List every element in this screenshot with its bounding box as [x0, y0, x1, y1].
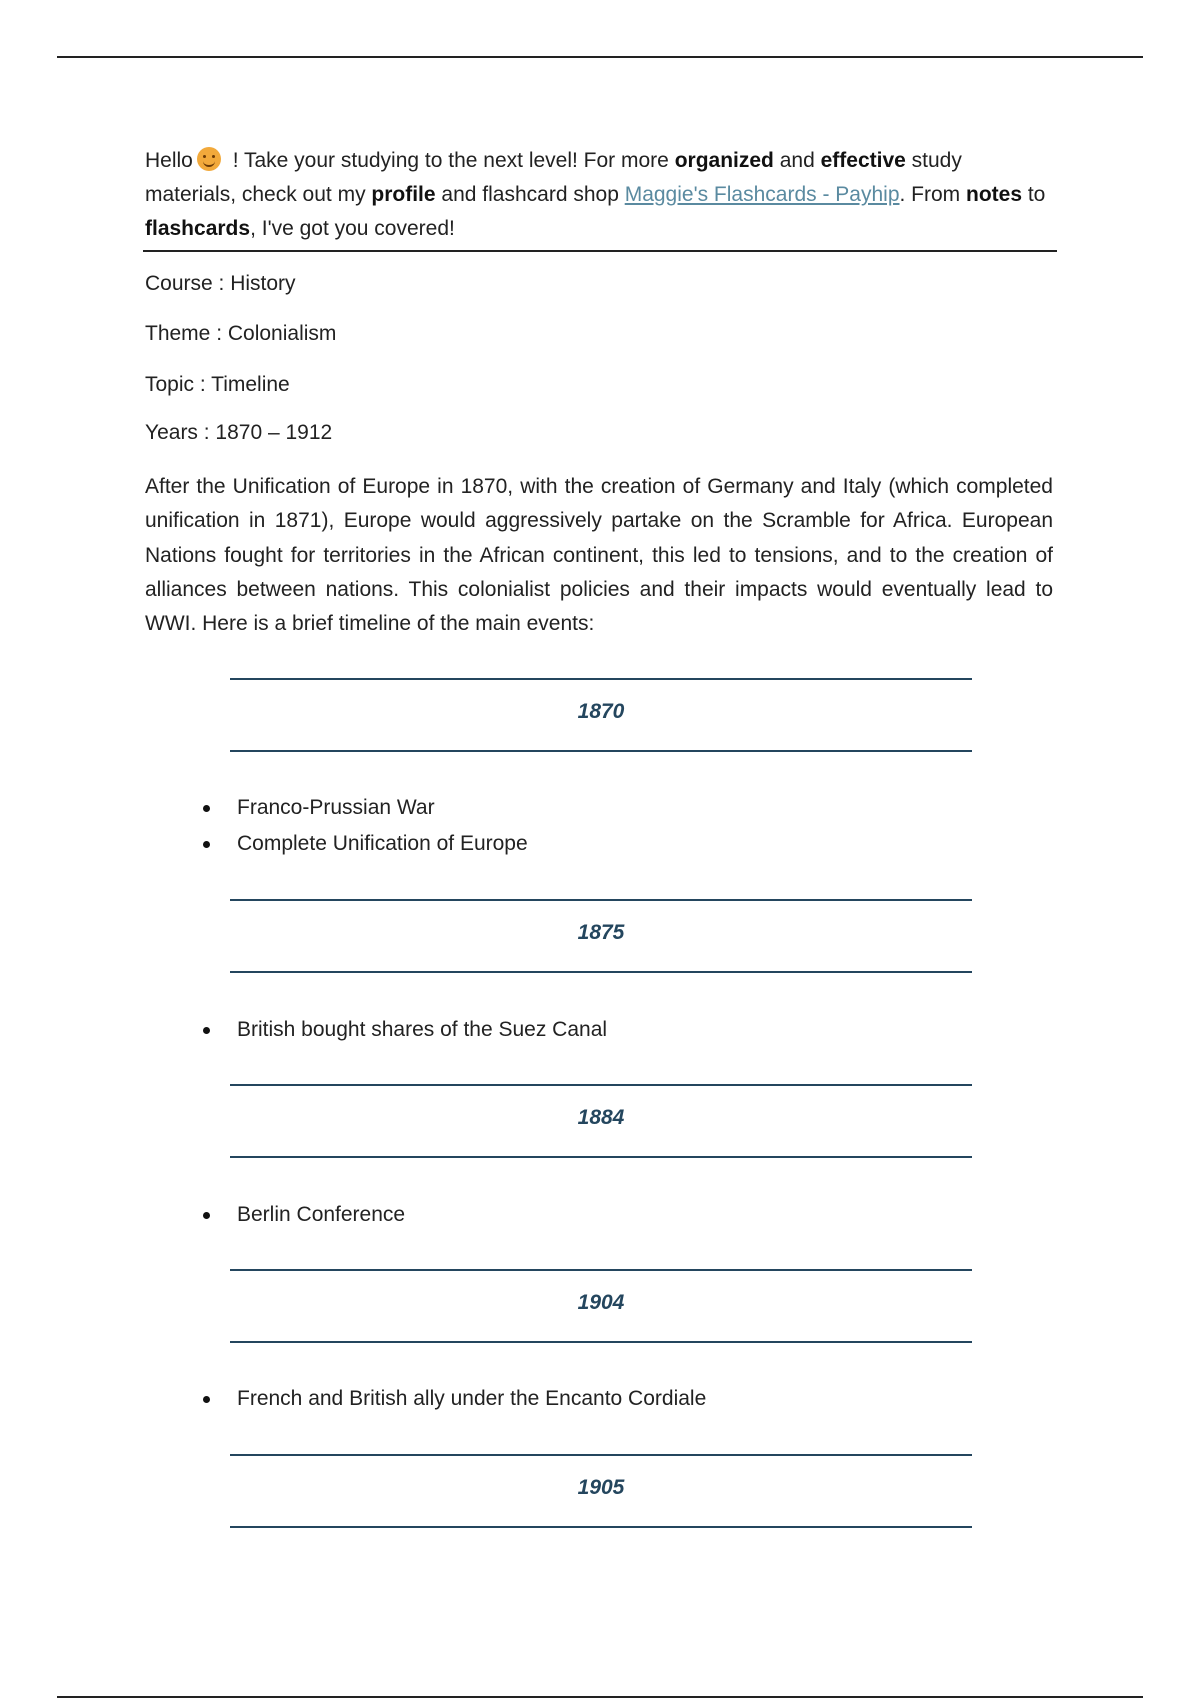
year-rule-top — [230, 899, 972, 901]
year-rule-bottom — [230, 1156, 972, 1158]
year-rule-top — [230, 678, 972, 680]
theme-line: Theme : Colonialism — [145, 322, 337, 345]
page-top-rule — [57, 56, 1143, 58]
list-item: Berlin Conference — [145, 1197, 405, 1233]
year-label: 1905 — [577, 1476, 625, 1499]
list-item: French and British ally under the Encanto Cordiale — [145, 1381, 706, 1417]
year-rule-top — [230, 1454, 972, 1456]
course-line: Course : History — [145, 272, 296, 295]
year-heading-1905 — [230, 1454, 972, 1528]
list-item: Franco-Prussian War — [145, 790, 528, 826]
year-rule-top — [230, 1269, 972, 1271]
intro-bold-organized: organized — [674, 149, 774, 172]
years-line: Years : 1870 – 1912 — [145, 421, 333, 444]
year-rule-bottom — [230, 750, 972, 752]
intro-bold-notes: notes — [966, 183, 1023, 206]
list-item: British bought shares of the Suez Canal — [145, 1012, 607, 1048]
year-rule-bottom — [230, 971, 972, 973]
list-item: Complete Unification of Europe — [145, 826, 528, 862]
year-heading-1875 — [230, 899, 972, 973]
topic-line: Topic : Timeline — [145, 373, 290, 396]
intro-paragraph — [145, 144, 1057, 246]
intro-hello: Hello — [145, 149, 193, 172]
intro-bold-effective: effective — [820, 149, 906, 172]
year-heading-1870 — [230, 678, 972, 752]
year-label: 1884 — [577, 1106, 625, 1129]
document-body — [145, 144, 1057, 1499]
page-bottom-rule — [57, 1696, 1143, 1698]
payhip-shop-link[interactable]: Maggie's Flashcards - Payhip — [624, 183, 900, 206]
events-list-1875 — [145, 1012, 607, 1048]
year-rule-bottom — [230, 1341, 972, 1343]
intro-text-2: and — [773, 149, 821, 172]
events-list-1870 — [145, 790, 528, 862]
intro-text-6: to — [1022, 183, 1046, 206]
intro-text-7: , I've got you covered! — [250, 217, 455, 240]
intro-summary-paragraph: After the Unification of Europe in 1870, with the creation of Germany and Italy (which completed unification in 1871), Europe would aggressively partake on the Scramble for Africa. European Nations fought for territories in the African continent, this led to tensions, and to the creation of alliances between nations. This colonialist policies and their impacts would eventually lead to WWI. Here is a brief timeline of the main events: — [145, 475, 1053, 636]
smiley-face-icon — [197, 147, 221, 171]
intro-divider — [143, 250, 1057, 252]
intro-text-4: and flashcard shop — [435, 183, 625, 206]
year-heading-1904 — [230, 1269, 972, 1343]
events-list-1884 — [145, 1197, 405, 1233]
year-heading-1884 — [230, 1084, 972, 1158]
year-label: 1904 — [577, 1291, 625, 1314]
year-rule-bottom — [230, 1526, 972, 1528]
intro-bold-profile: profile — [371, 183, 436, 206]
events-list-1904 — [145, 1381, 706, 1417]
intro-text-5: . From — [899, 183, 966, 206]
intro-text-3: study materials, check out my — [145, 149, 962, 206]
intro-text-1: ! Take your studying to the next level! For more — [226, 149, 675, 172]
year-rule-top — [230, 1084, 972, 1086]
intro-bold-flashcards: flashcards — [145, 217, 251, 240]
year-label: 1870 — [577, 700, 625, 723]
year-label: 1875 — [577, 921, 625, 944]
